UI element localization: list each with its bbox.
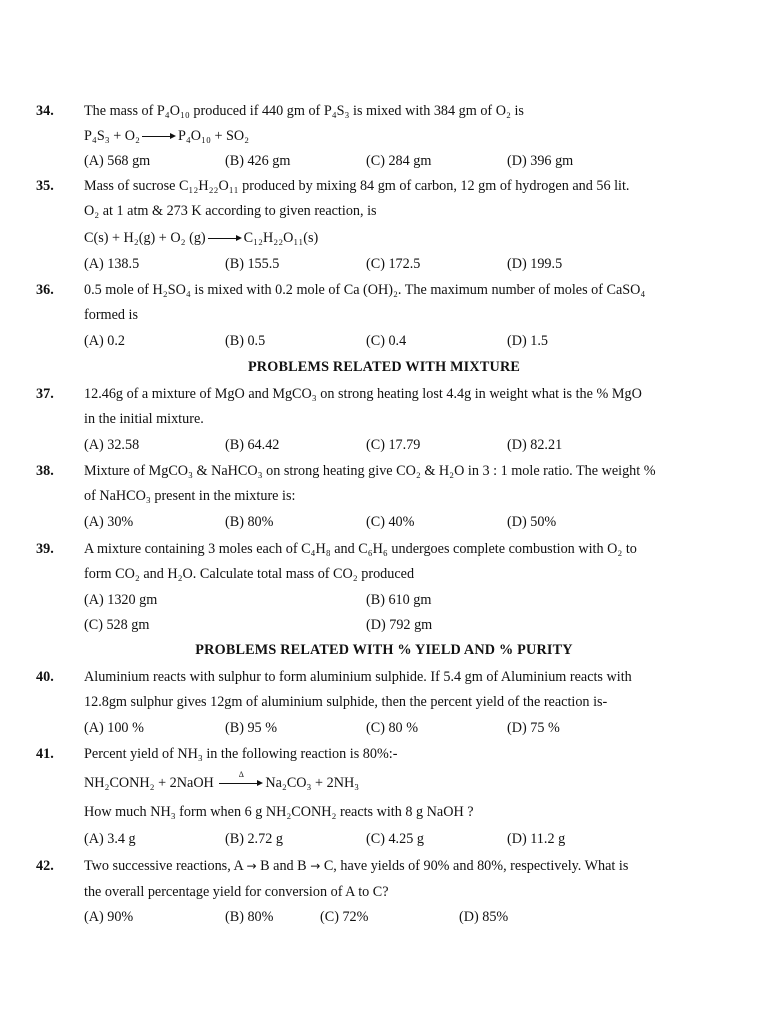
option-d: (D) 396 gm bbox=[507, 153, 574, 169]
reaction-equation bbox=[84, 230, 318, 247]
question-text: A mixture containing 3 moles each of C₄H₈ and C₆H₆ undergoes complete combustion with O₂ to bbox=[84, 541, 637, 557]
arrow-label: Δ bbox=[238, 769, 244, 779]
option-d: (D) 792 gm bbox=[366, 617, 433, 633]
heat-arrow-icon bbox=[219, 769, 263, 789]
question-text bbox=[84, 858, 628, 875]
option-c: (C) 80 % bbox=[366, 720, 419, 736]
equation-products: C₁₂H₂₂O₁₁(s) bbox=[243, 230, 319, 246]
option-b: (B) 64.42 bbox=[225, 437, 280, 453]
question-text: Aluminium reacts with sulphur to form aluminium sulphide. If 5.4 gm of Aluminium reacts with bbox=[84, 669, 632, 685]
equation-products: Na₂CO₃ + 2NH₃ bbox=[265, 775, 360, 791]
option-d: (D) 199.5 bbox=[507, 256, 563, 272]
question-text: Mixture of MgCO₃ & NaHCO₃ on strong heating give CO₂ & H₂O in 3 : 1 mole ratio. The weight % bbox=[84, 463, 656, 479]
option-b: (B) 2.72 g bbox=[225, 831, 283, 847]
option-b: (B) 426 gm bbox=[225, 153, 291, 169]
option-b: (B) 0.5 bbox=[225, 333, 266, 349]
option-d: (D) 11.2 g bbox=[507, 831, 566, 847]
option-c: (C) 40% bbox=[366, 514, 415, 530]
question-number: 35. bbox=[36, 178, 54, 194]
section-heading-yield-purity: PROBLEMS RELATED WITH % YIELD AND % PURITY bbox=[195, 642, 573, 658]
equation-reactants: C(s) + H₂(g) + O₂ (g) bbox=[84, 230, 206, 246]
option-a: (A) 1320 gm bbox=[84, 592, 158, 608]
option-a: (A) 138.5 bbox=[84, 256, 140, 272]
option-a: (A) 3.4 g bbox=[84, 831, 136, 847]
question-text: Mass of sucrose C₁₂H₂₂O₁₁ produced by mixing 84 gm of carbon, 12 gm of hydrogen and 56 lit. bbox=[84, 178, 630, 194]
reaction-arrow-icon bbox=[208, 234, 242, 244]
question-number: 34. bbox=[36, 103, 54, 119]
option-c: (C) 284 gm bbox=[366, 153, 432, 169]
question-text: The mass of P₄O₁₀ produced if 440 gm of P₄S₃ is mixed with 384 gm of O₂ is bbox=[84, 103, 524, 119]
question-text: 0.5 mole of H₂SO₄ is mixed with 0.2 mole of Ca (OH)₂. The maximum number of moles of CaSO₄ bbox=[84, 282, 646, 298]
equation-products: P₄O₁₀ + SO₂ bbox=[177, 128, 250, 144]
question-text-2: 12.8gm sulphur gives 12gm of aluminium sulphide, then the percent yield of the reaction is- bbox=[84, 694, 608, 710]
question-number: 37. bbox=[36, 386, 54, 402]
question-number: 41. bbox=[36, 746, 54, 762]
reaction-arrow-icon bbox=[142, 132, 176, 142]
option-b: (B) 155.5 bbox=[225, 256, 280, 272]
reaction-equation bbox=[84, 128, 249, 145]
question-text: 12.46g of a mixture of MgO and MgCO₃ on strong heating lost 4.4g in weight what is the % MgO bbox=[84, 386, 642, 402]
option-c: (C) 172.5 bbox=[366, 256, 421, 272]
option-d: (D) 1.5 bbox=[507, 333, 548, 349]
option-c: (C) 0.4 bbox=[366, 333, 407, 349]
option-a: (A) 568 gm bbox=[84, 153, 151, 169]
question-text-part: Two successive reactions, A bbox=[84, 858, 243, 874]
question-number: 42. bbox=[36, 858, 54, 874]
option-a: (A) 100 % bbox=[84, 720, 144, 736]
option-d: (D) 50% bbox=[507, 514, 557, 530]
equation-reactants: P₄S₃ + O₂ bbox=[84, 128, 140, 144]
question-text-2: formed is bbox=[84, 307, 138, 323]
option-a: (A) 30% bbox=[84, 514, 134, 530]
option-d: (D) 85% bbox=[459, 909, 509, 925]
option-a: (A) 90% bbox=[84, 909, 134, 925]
question-text-part: B and B bbox=[260, 858, 307, 874]
option-b: (B) 610 gm bbox=[366, 592, 432, 608]
question-number: 39. bbox=[36, 541, 54, 557]
option-a: (A) 32.58 bbox=[84, 437, 140, 453]
question-text-2: in the initial mixture. bbox=[84, 411, 204, 427]
right-arrow-icon: → bbox=[310, 859, 321, 873]
question-text-part: C, have yields of 90% and 80%, respectively. What is bbox=[323, 858, 629, 874]
equation-reactants: NH₂CONH₂ + 2NaOH bbox=[84, 775, 214, 791]
question-number: 36. bbox=[36, 282, 54, 298]
option-c: (C) 72% bbox=[320, 909, 369, 925]
option-d: (D) 82.21 bbox=[507, 437, 563, 453]
option-b: (B) 80% bbox=[225, 909, 274, 925]
section-heading-mixture: PROBLEMS RELATED WITH MIXTURE bbox=[247, 359, 521, 375]
question-text-2: of NaHCO₃ present in the mixture is: bbox=[84, 488, 296, 504]
option-d: (D) 75 % bbox=[507, 720, 560, 736]
question-text-3: How much NH₃ form when 6 g NH₂CONH₂ reacts with 8 g NaOH ? bbox=[84, 804, 474, 820]
option-c: (C) 4.25 g bbox=[366, 831, 424, 847]
question-text-2: O₂ at 1 atm & 273 K according to given reaction, is bbox=[84, 203, 377, 219]
option-c: (C) 17.79 bbox=[366, 437, 421, 453]
option-b: (B) 80% bbox=[225, 514, 274, 530]
option-a: (A) 0.2 bbox=[84, 333, 125, 349]
question-text-2: the overall percentage yield for conversion of A to C? bbox=[84, 884, 389, 900]
option-b: (B) 95 % bbox=[225, 720, 278, 736]
option-c: (C) 528 gm bbox=[84, 617, 150, 633]
question-number: 38. bbox=[36, 463, 54, 479]
right-arrow-icon: → bbox=[246, 859, 257, 873]
question-text-2: form CO₂ and H₂O. Calculate total mass of CO₂ produced bbox=[84, 566, 415, 582]
question-number: 40. bbox=[36, 669, 54, 685]
question-text: Percent yield of NH₃ in the following reaction is 80%:- bbox=[84, 746, 398, 762]
reaction-equation bbox=[84, 769, 360, 792]
